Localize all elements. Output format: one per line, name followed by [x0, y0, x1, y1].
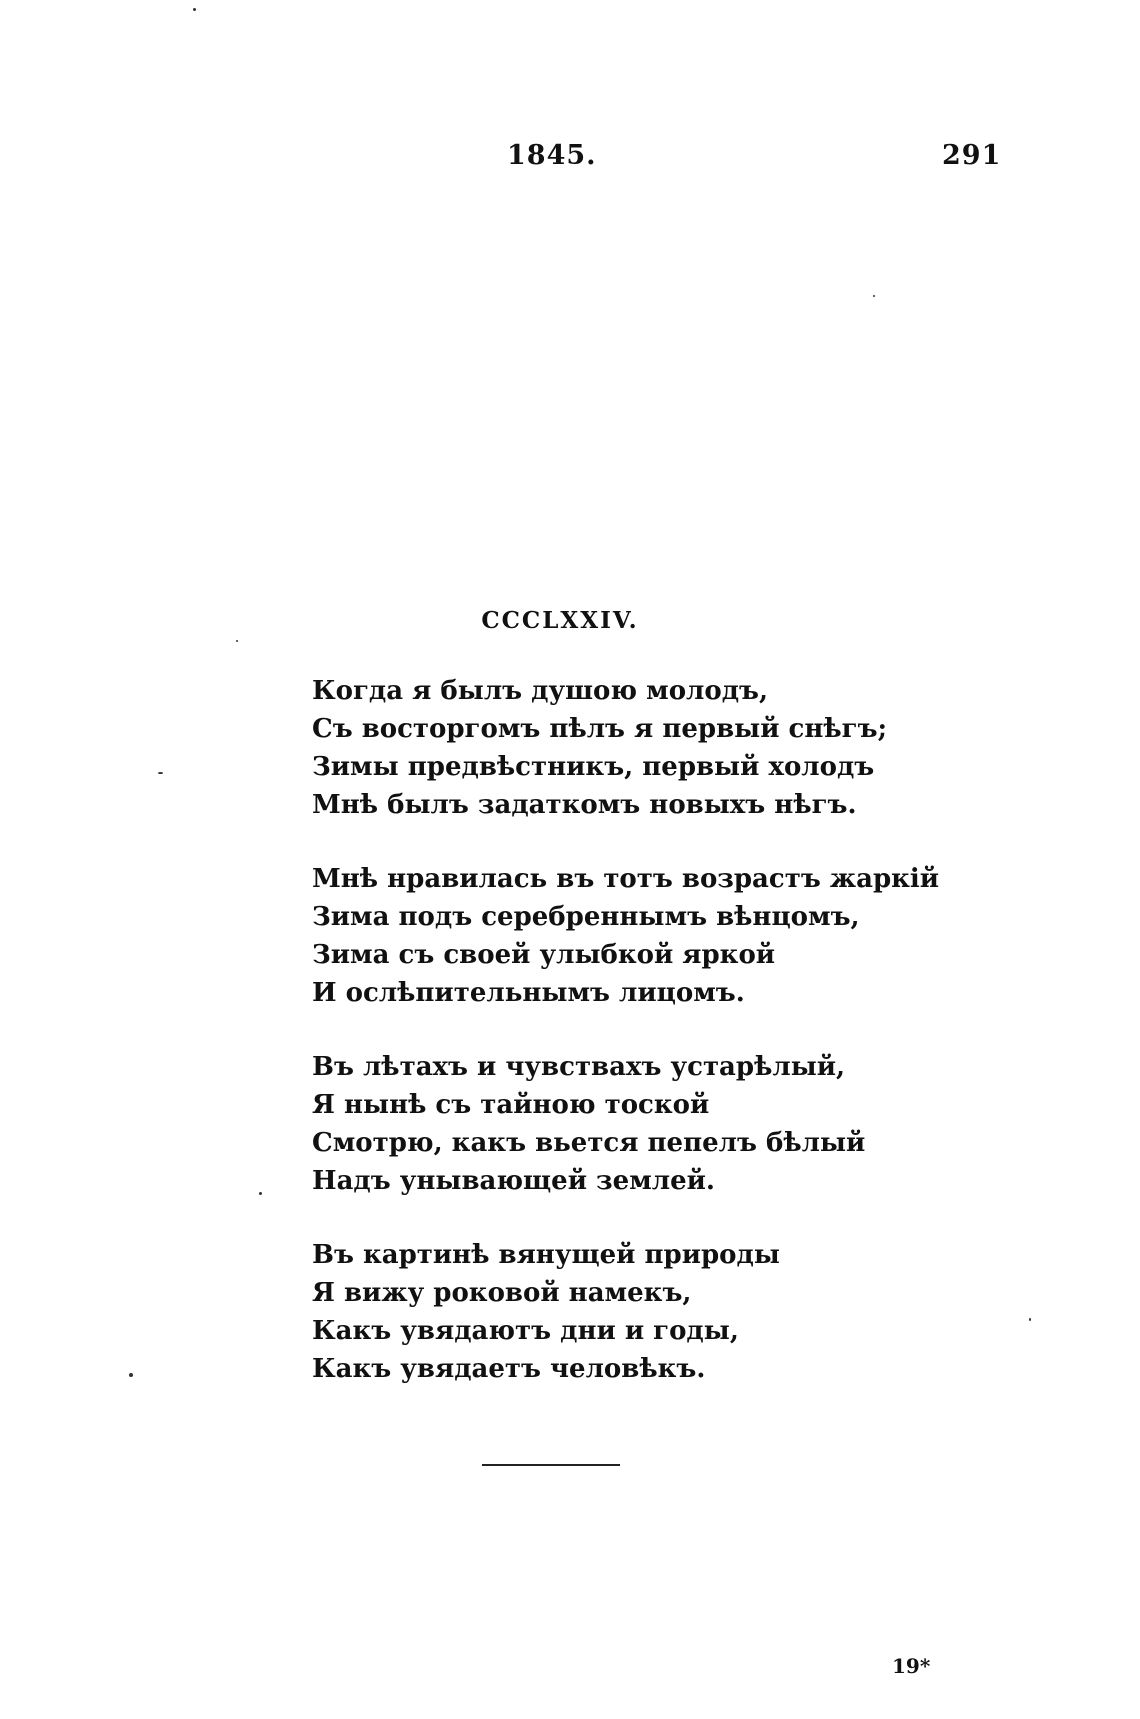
- page-number: 291: [942, 140, 1002, 171]
- verse-line: Какъ увядаетъ человѣкъ.: [312, 1354, 706, 1384]
- scan-speck: [873, 295, 875, 297]
- verse-line: Смотрю, какъ вьется пепелъ бѣлый: [312, 1128, 866, 1158]
- verse-line: Въ лѣтахъ и чувствахъ устарѣлый,: [312, 1052, 846, 1082]
- scan-speck: [129, 1373, 133, 1377]
- stanza-3: [312, 1048, 1032, 1200]
- stanza-1: [312, 672, 1032, 824]
- verse-line: Зимы предвѣстникъ, первый холодъ: [312, 752, 875, 782]
- poem-number-text: CCCLXXIV.: [481, 607, 639, 634]
- verse-line: Надъ унывающей землей.: [312, 1166, 715, 1196]
- verse-line: Мнѣ нравилась въ тотъ возрастъ жаркій: [312, 864, 940, 894]
- header-year: 1845.: [507, 140, 597, 171]
- poem-body: [312, 672, 1032, 1424]
- verse-line: Зима подъ серебреннымъ вѣнцомъ,: [312, 902, 860, 932]
- verse-line: Мнѣ былъ задаткомъ новыхъ нѣгъ.: [312, 790, 857, 820]
- end-rule: [482, 1464, 620, 1466]
- stanza-2: [312, 860, 1032, 1012]
- verse-line: Съ восторгомъ пѣлъ я первый снѣгъ;: [312, 714, 888, 744]
- scan-speck: [259, 1192, 262, 1195]
- verse-line: Какъ увядаютъ дни и годы,: [312, 1316, 739, 1346]
- verse-line: И ослѣпительнымъ лицомъ.: [312, 978, 745, 1008]
- verse-line: Когда я былъ душою молодъ,: [312, 676, 769, 706]
- verse-line: Я вижу роковой намекъ,: [312, 1278, 692, 1308]
- scan-speck: [1029, 1318, 1031, 1321]
- scan-speck: [236, 640, 238, 642]
- signature-mark: 19*: [892, 1654, 931, 1678]
- poem-number: [0, 607, 1140, 634]
- scan-speck: [193, 8, 196, 11]
- verse-line: Я нынѣ съ тайною тоской: [312, 1090, 710, 1120]
- verse-line: Зима съ своей улыбкой яркой: [312, 940, 776, 970]
- stanza-4: [312, 1236, 1032, 1388]
- scan-speck: [158, 772, 163, 774]
- verse-line: Въ картинѣ вянущей природы: [312, 1240, 780, 1270]
